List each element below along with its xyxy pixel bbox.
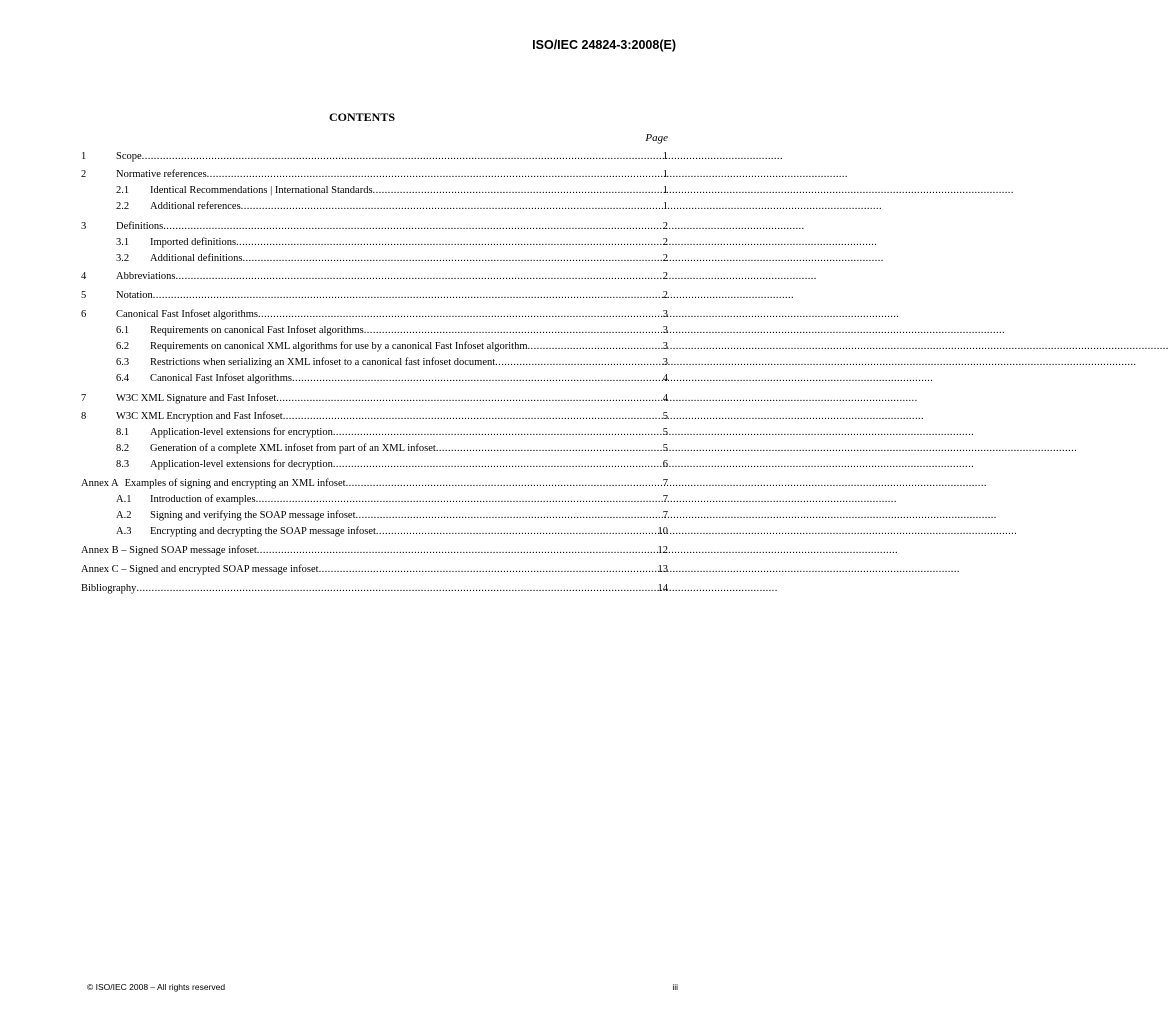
toc-title: Introduction of examples bbox=[150, 494, 256, 505]
toc-number: 2.1 bbox=[116, 185, 130, 196]
toc-entry-xml-signature[interactable] bbox=[81, 393, 668, 409]
toc-number: 7 bbox=[81, 393, 87, 404]
toc-entry-xml-encryption[interactable] bbox=[81, 411, 668, 427]
toc-page-number: 14 bbox=[657, 583, 668, 594]
dot-leader bbox=[256, 494, 644, 505]
toc-number: 6.3 bbox=[116, 357, 130, 368]
toc-page-number: 3 bbox=[662, 341, 668, 352]
toc-page-number: 13 bbox=[657, 564, 668, 575]
toc-title: Examples of signing and encrypting an XML infoset bbox=[124, 478, 346, 489]
toc-page-number: 3 bbox=[662, 309, 668, 320]
toc-number: 6.2 bbox=[116, 341, 130, 352]
toc-page-number: 5 bbox=[662, 411, 668, 422]
toc-page-number: 5 bbox=[662, 427, 668, 438]
toc-number: 5 bbox=[81, 290, 87, 301]
toc-page-number: 6 bbox=[662, 459, 668, 470]
dot-leader bbox=[283, 411, 644, 422]
toc-entry-annex-c[interactable] bbox=[81, 564, 668, 580]
toc-page-number: 7 bbox=[662, 510, 668, 521]
toc-title: Abbreviations bbox=[116, 271, 176, 282]
copyright-notice: © ISO/IEC 2008 – All rights reserved bbox=[87, 982, 226, 992]
toc-entry-signing-verifying[interactable] bbox=[81, 510, 668, 526]
toc-title: Application-level extensions for encryption bbox=[150, 427, 333, 438]
toc-page-number: 7 bbox=[662, 478, 668, 489]
toc-number: 6.1 bbox=[116, 325, 130, 336]
dot-leader bbox=[346, 478, 644, 489]
toc-number: 6.4 bbox=[116, 373, 130, 384]
toc-number: Annex A bbox=[81, 478, 119, 489]
toc-title: Annex B – Signed SOAP message infoset bbox=[81, 545, 257, 556]
toc-entry-requirements-canonical-fast-infoset[interactable] bbox=[81, 325, 668, 341]
toc-title: Annex C – Signed and encrypted SOAP message infoset bbox=[81, 564, 319, 575]
toc-number: 6 bbox=[81, 309, 87, 320]
dot-leader bbox=[495, 357, 644, 368]
contents-title: CONTENTS bbox=[328, 110, 396, 124]
document-id: ISO/IEC 24824-3:2008(E) bbox=[532, 38, 676, 52]
dot-leader bbox=[163, 221, 644, 232]
toc-entry-restrictions-serializing[interactable] bbox=[81, 357, 668, 373]
toc-number: A.1 bbox=[116, 494, 132, 505]
toc-page-number: 4 bbox=[662, 373, 668, 384]
toc-entry-bibliography[interactable] bbox=[81, 583, 668, 599]
toc-number: 8.2 bbox=[116, 443, 130, 454]
toc-title: Normative references bbox=[116, 169, 207, 180]
toc-entry-introduction-examples[interactable] bbox=[81, 494, 668, 510]
toc-number: 3.1 bbox=[116, 237, 130, 248]
toc-page-number: 5 bbox=[662, 443, 668, 454]
dot-leader bbox=[373, 185, 644, 196]
toc-title: W3C XML Encryption and Fast Infoset bbox=[116, 411, 283, 422]
toc-entry-normative-references[interactable] bbox=[81, 169, 668, 185]
toc-entry-extensions-encryption[interactable] bbox=[81, 427, 668, 443]
toc-number: 8.1 bbox=[116, 427, 130, 438]
toc-entry-requirements-canonical-xml[interactable] bbox=[81, 341, 668, 357]
toc-entry-canonical-fast-infoset-algorithms[interactable] bbox=[81, 309, 668, 325]
dot-leader bbox=[376, 526, 644, 537]
toc-entry-notation[interactable] bbox=[81, 290, 668, 306]
toc-page-number: 4 bbox=[662, 393, 668, 404]
toc-title: Bibliography bbox=[81, 583, 137, 594]
dot-leader bbox=[528, 341, 644, 352]
toc-entry-definitions[interactable] bbox=[81, 221, 668, 237]
toc-title: Additional definitions bbox=[150, 253, 243, 264]
toc-title: Requirements on canonical Fast Infoset algorithms bbox=[150, 325, 364, 336]
toc-page-number: 12 bbox=[657, 545, 668, 556]
dot-leader bbox=[436, 443, 644, 454]
dot-leader bbox=[319, 564, 644, 575]
toc-page-number: 1 bbox=[662, 185, 668, 196]
toc-entry-annex-a[interactable] bbox=[81, 478, 668, 494]
toc-title: Notation bbox=[116, 290, 153, 301]
toc-page-number: 2 bbox=[662, 253, 668, 264]
toc-page-number: 1 bbox=[662, 151, 668, 162]
toc-title: Restrictions when serializing an XML infoset to a canonical fast infoset document bbox=[150, 357, 496, 368]
toc-title: Identical Recommendations | International Standards bbox=[150, 185, 373, 196]
dot-leader bbox=[242, 253, 644, 264]
toc-page-number: 1 bbox=[662, 169, 668, 180]
toc-title: Definitions bbox=[116, 221, 164, 232]
dot-leader bbox=[236, 237, 644, 248]
toc-title: Additional references bbox=[150, 201, 241, 212]
toc-title: Application-level extensions for decryption bbox=[150, 459, 333, 470]
toc-page-number: 10 bbox=[657, 526, 668, 537]
toc-number: 3 bbox=[81, 221, 87, 232]
dot-leader bbox=[333, 459, 644, 470]
toc-title: Canonical Fast Infoset algorithms bbox=[116, 309, 259, 320]
toc-title: Imported definitions bbox=[150, 237, 237, 248]
toc-number: A.2 bbox=[116, 510, 132, 521]
dot-leader bbox=[153, 290, 644, 301]
toc-title: W3C XML Signature and Fast Infoset bbox=[116, 393, 277, 404]
toc-title: Requirements on canonical XML algorithms for use by a canonical Fast Infoset algorithm bbox=[150, 341, 528, 352]
toc-title: Scope bbox=[116, 151, 142, 162]
dot-leader bbox=[257, 545, 644, 556]
dot-leader bbox=[176, 271, 645, 282]
toc-number: 1 bbox=[81, 151, 87, 162]
toc-number: 2.2 bbox=[116, 201, 130, 212]
toc-entry-imported-definitions[interactable] bbox=[81, 237, 668, 253]
toc-page-number: 1 bbox=[662, 201, 668, 212]
toc-title: Generation of a complete XML infoset from part of an XML infoset bbox=[150, 443, 436, 454]
toc-page-number: 7 bbox=[662, 494, 668, 505]
dot-leader bbox=[241, 201, 644, 212]
toc-page-number: 3 bbox=[662, 357, 668, 368]
page-column-label: Page bbox=[645, 132, 668, 144]
dot-leader bbox=[207, 169, 644, 180]
dot-leader bbox=[136, 583, 644, 594]
dot-leader bbox=[333, 427, 644, 438]
toc-page-number: 2 bbox=[662, 290, 668, 301]
toc-number: A.3 bbox=[116, 526, 132, 537]
toc-page-number: 2 bbox=[662, 221, 668, 232]
toc-entry-identical-recommendations[interactable] bbox=[81, 185, 668, 201]
dot-leader bbox=[356, 510, 644, 521]
toc-entry-additional-references[interactable] bbox=[81, 201, 668, 217]
toc-page-number: 3 bbox=[662, 325, 668, 336]
toc-title: Canonical Fast Infoset algorithms bbox=[150, 373, 293, 384]
toc-page-number: 2 bbox=[662, 237, 668, 248]
toc-number: 4 bbox=[81, 271, 87, 282]
footer-page-number: iii bbox=[672, 982, 678, 992]
toc-page-number: 2 bbox=[662, 271, 668, 282]
toc-number: 2 bbox=[81, 169, 87, 180]
toc-entry-encrypting-decrypting[interactable] bbox=[81, 526, 668, 542]
toc-entry-scope[interactable] bbox=[81, 151, 668, 167]
toc-entry-annex-b[interactable] bbox=[81, 545, 668, 561]
toc-number: 8 bbox=[81, 411, 87, 422]
toc-title: Encrypting and decrypting the SOAP message infoset bbox=[150, 526, 376, 537]
dot-leader bbox=[364, 325, 644, 336]
toc-entry-abbreviations[interactable] bbox=[81, 271, 668, 287]
dot-leader bbox=[276, 393, 644, 404]
toc-number: 8.3 bbox=[116, 459, 130, 470]
dot-leader bbox=[292, 373, 644, 384]
toc-entry-canonical-fast-infoset-algorithms-sub[interactable] bbox=[81, 373, 668, 389]
toc-entry-extensions-decryption[interactable] bbox=[81, 459, 668, 475]
toc-entry-generation-complete-infoset[interactable] bbox=[81, 443, 668, 459]
dot-leader bbox=[142, 151, 644, 162]
toc-number: 3.2 bbox=[116, 253, 130, 264]
dot-leader bbox=[258, 309, 644, 320]
toc-title: Signing and verifying the SOAP message infoset bbox=[150, 510, 356, 521]
toc-entry-additional-definitions[interactable] bbox=[81, 253, 668, 269]
